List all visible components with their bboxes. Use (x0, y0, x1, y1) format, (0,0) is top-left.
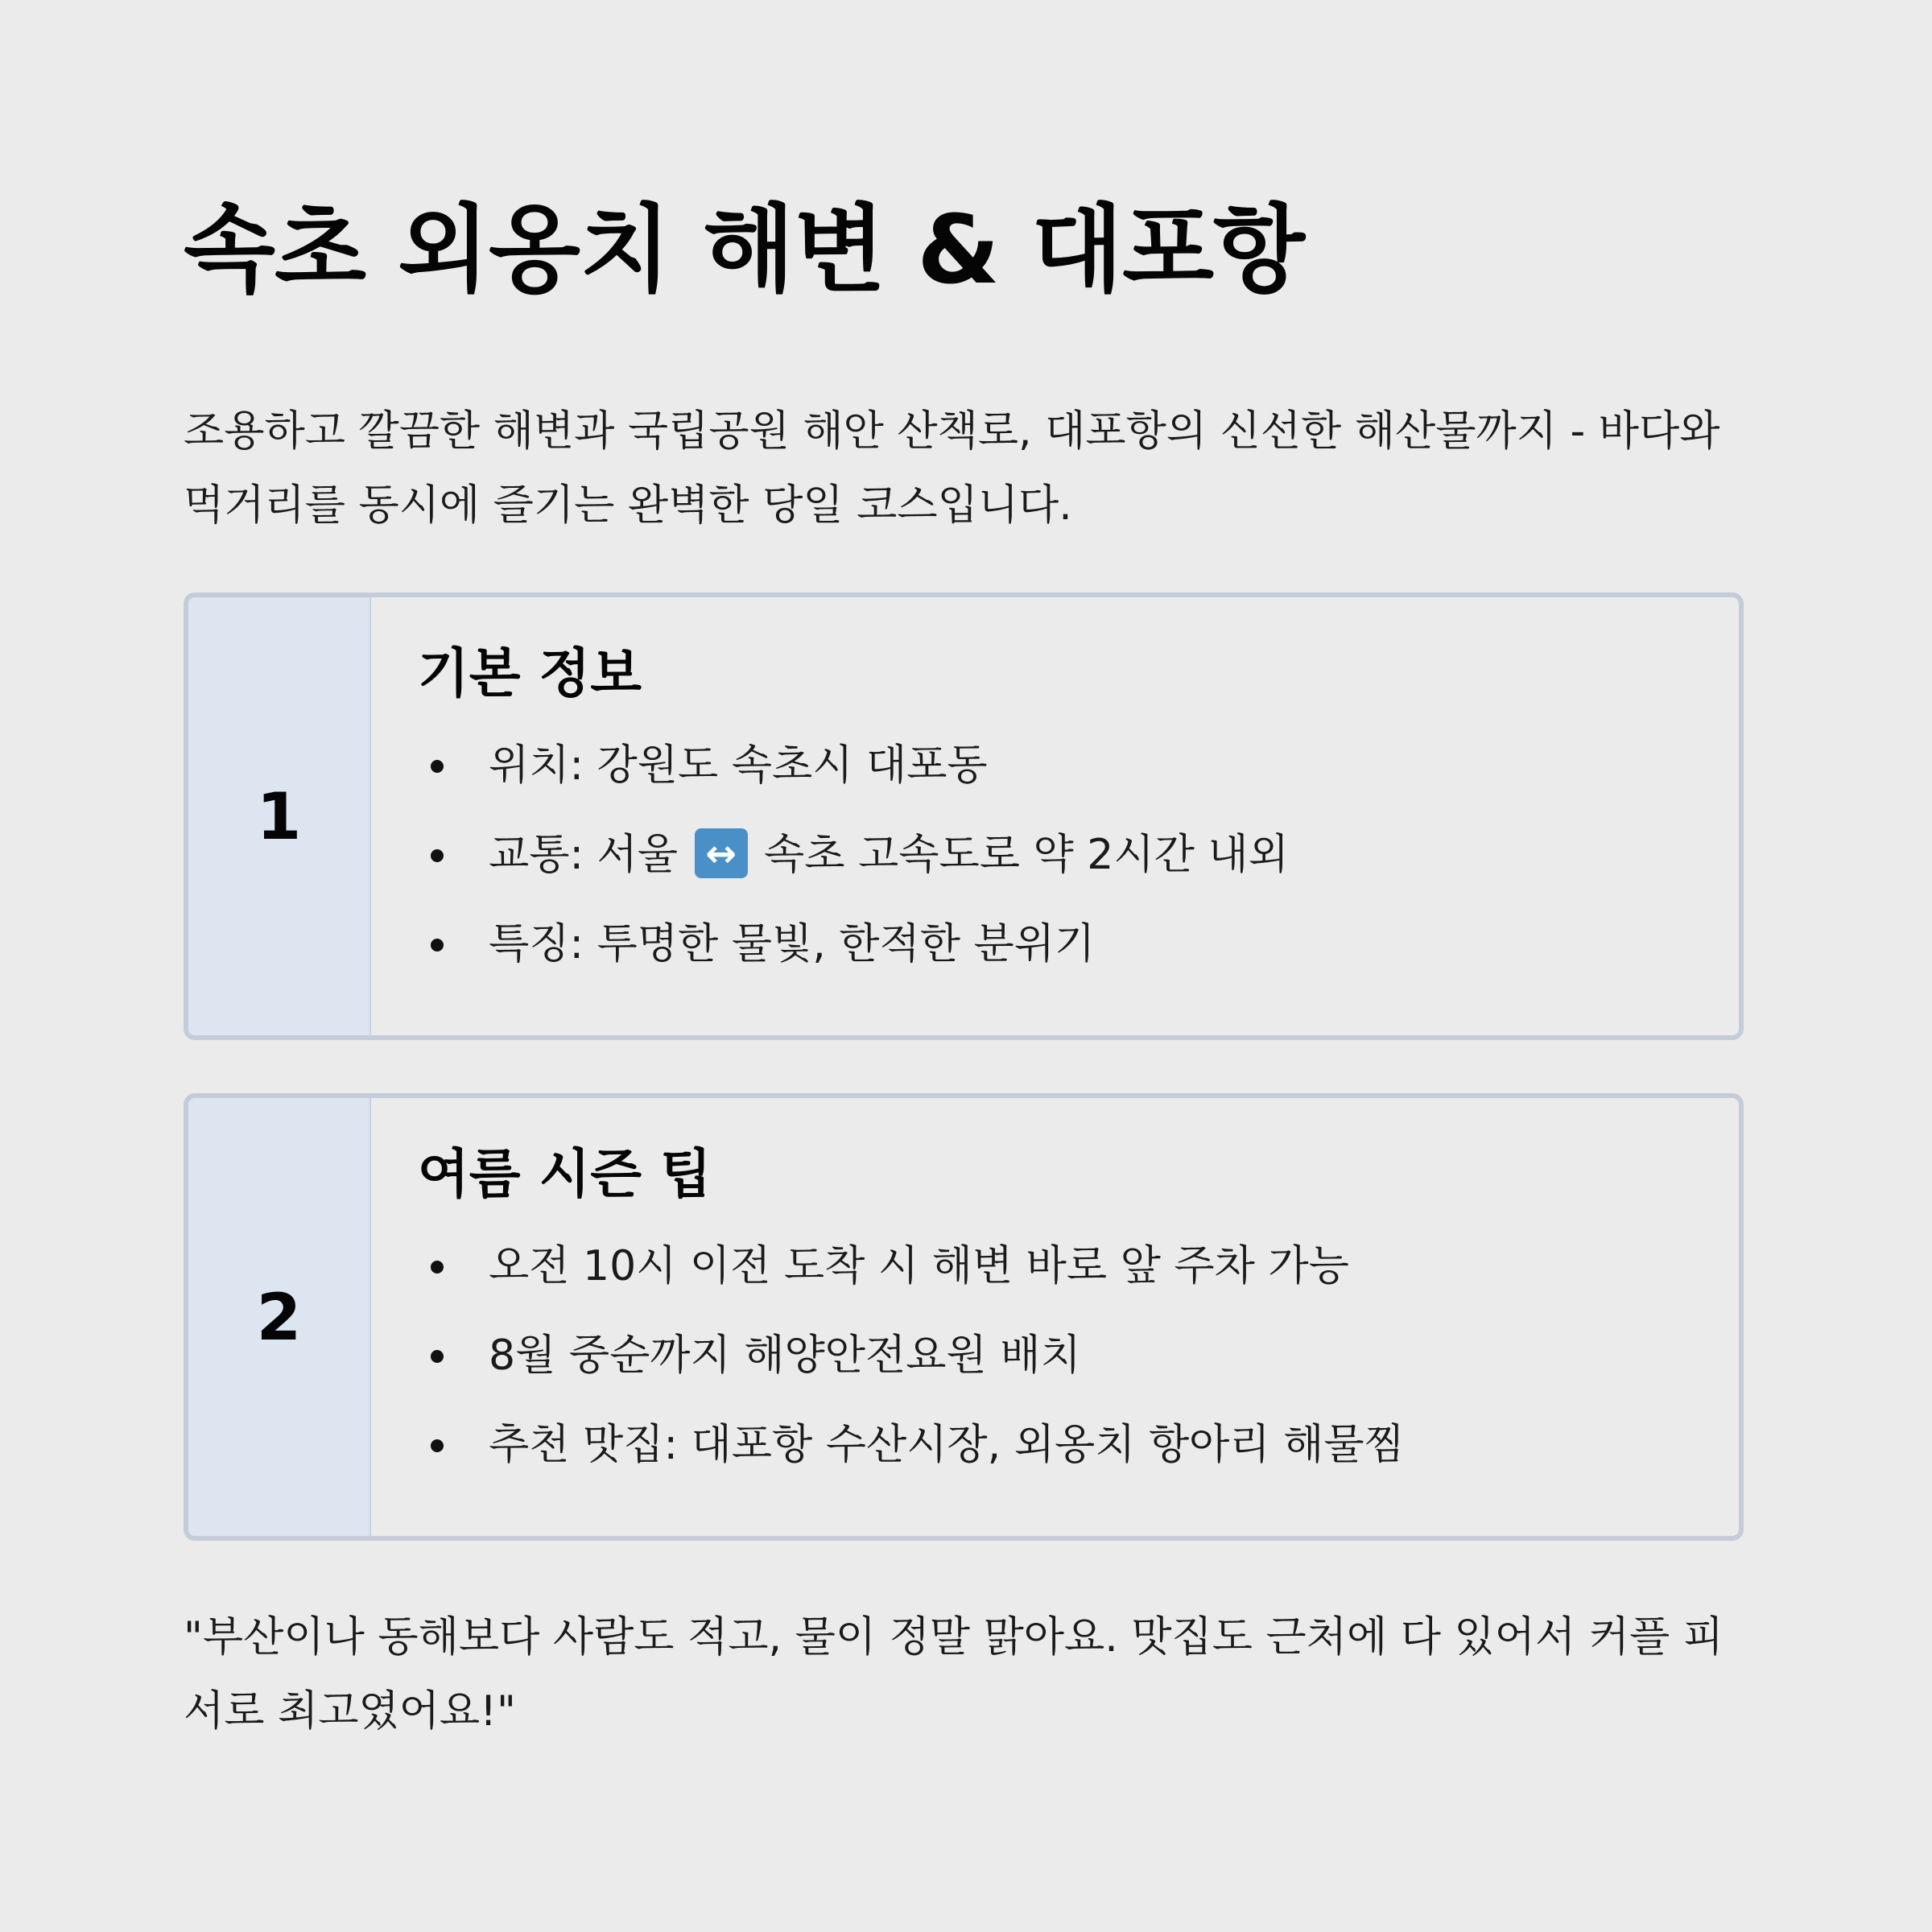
testimonial-quote: "부산이나 동해보다 사람도 적고, 물이 정말 맑아요. 맛집도 근처에 다 있어서 커플 피서로 최고였어요!" (184, 1613, 1724, 1736)
bullet-icon (431, 849, 444, 862)
list-item-text: 특징: 투명한 물빛, 한적한 분위기 (489, 920, 1096, 968)
list-item-text-prefix: 교통: 서울 (489, 831, 678, 879)
list-item-text: 8월 중순까지 해양안전요원 배치 (489, 1331, 1081, 1380)
card-body (418, 639, 1707, 989)
list-item-text: 위치: 강원도 속초시 대포동 (489, 741, 988, 790)
bullet-icon (431, 1439, 444, 1452)
card-number: 1 (188, 597, 371, 1035)
bullet-icon (431, 1261, 444, 1274)
list-item-text: 속초 고속도로 약 2시간 내외 (764, 831, 1289, 879)
bullet-icon (431, 939, 444, 952)
list-item (418, 1222, 1707, 1311)
list-item (418, 1401, 1707, 1490)
list-item (418, 1311, 1707, 1401)
list-item-text: 오전 10시 이전 도착 시 해변 바로 앞 주차 가능 (489, 1242, 1349, 1290)
card-title: 여름 시즌 팁 (418, 1143, 712, 1205)
bullet-icon (431, 1350, 444, 1363)
left-right-arrow-emoji-icon (695, 828, 748, 878)
info-card-basic (184, 592, 1744, 1040)
card-title: 기본 정보 (418, 642, 642, 704)
card-list (418, 1222, 1707, 1490)
page-content (184, 193, 1748, 1736)
info-card-summer-tips (184, 1093, 1744, 1541)
card-body (418, 1140, 1707, 1490)
bullet-icon (431, 760, 444, 773)
list-item (418, 900, 1707, 989)
list-item (418, 811, 1707, 900)
list-item (418, 721, 1707, 811)
page-title: 속초 외옹치 해변 & 대포항 (184, 194, 1305, 305)
card-number: 2 (188, 1098, 371, 1536)
intro-paragraph: 조용하고 깔끔한 해변과 국립공원 해안 산책로, 대포항의 신선한 해산물까지 - 바다와 먹거리를 동시에 즐기는 완벽한 당일 코스입니다. (184, 407, 1720, 530)
card-list (418, 721, 1707, 989)
list-item-text: 추천 맛집: 대포항 수산시장, 외옹치 항아리 해물찜 (489, 1421, 1405, 1469)
